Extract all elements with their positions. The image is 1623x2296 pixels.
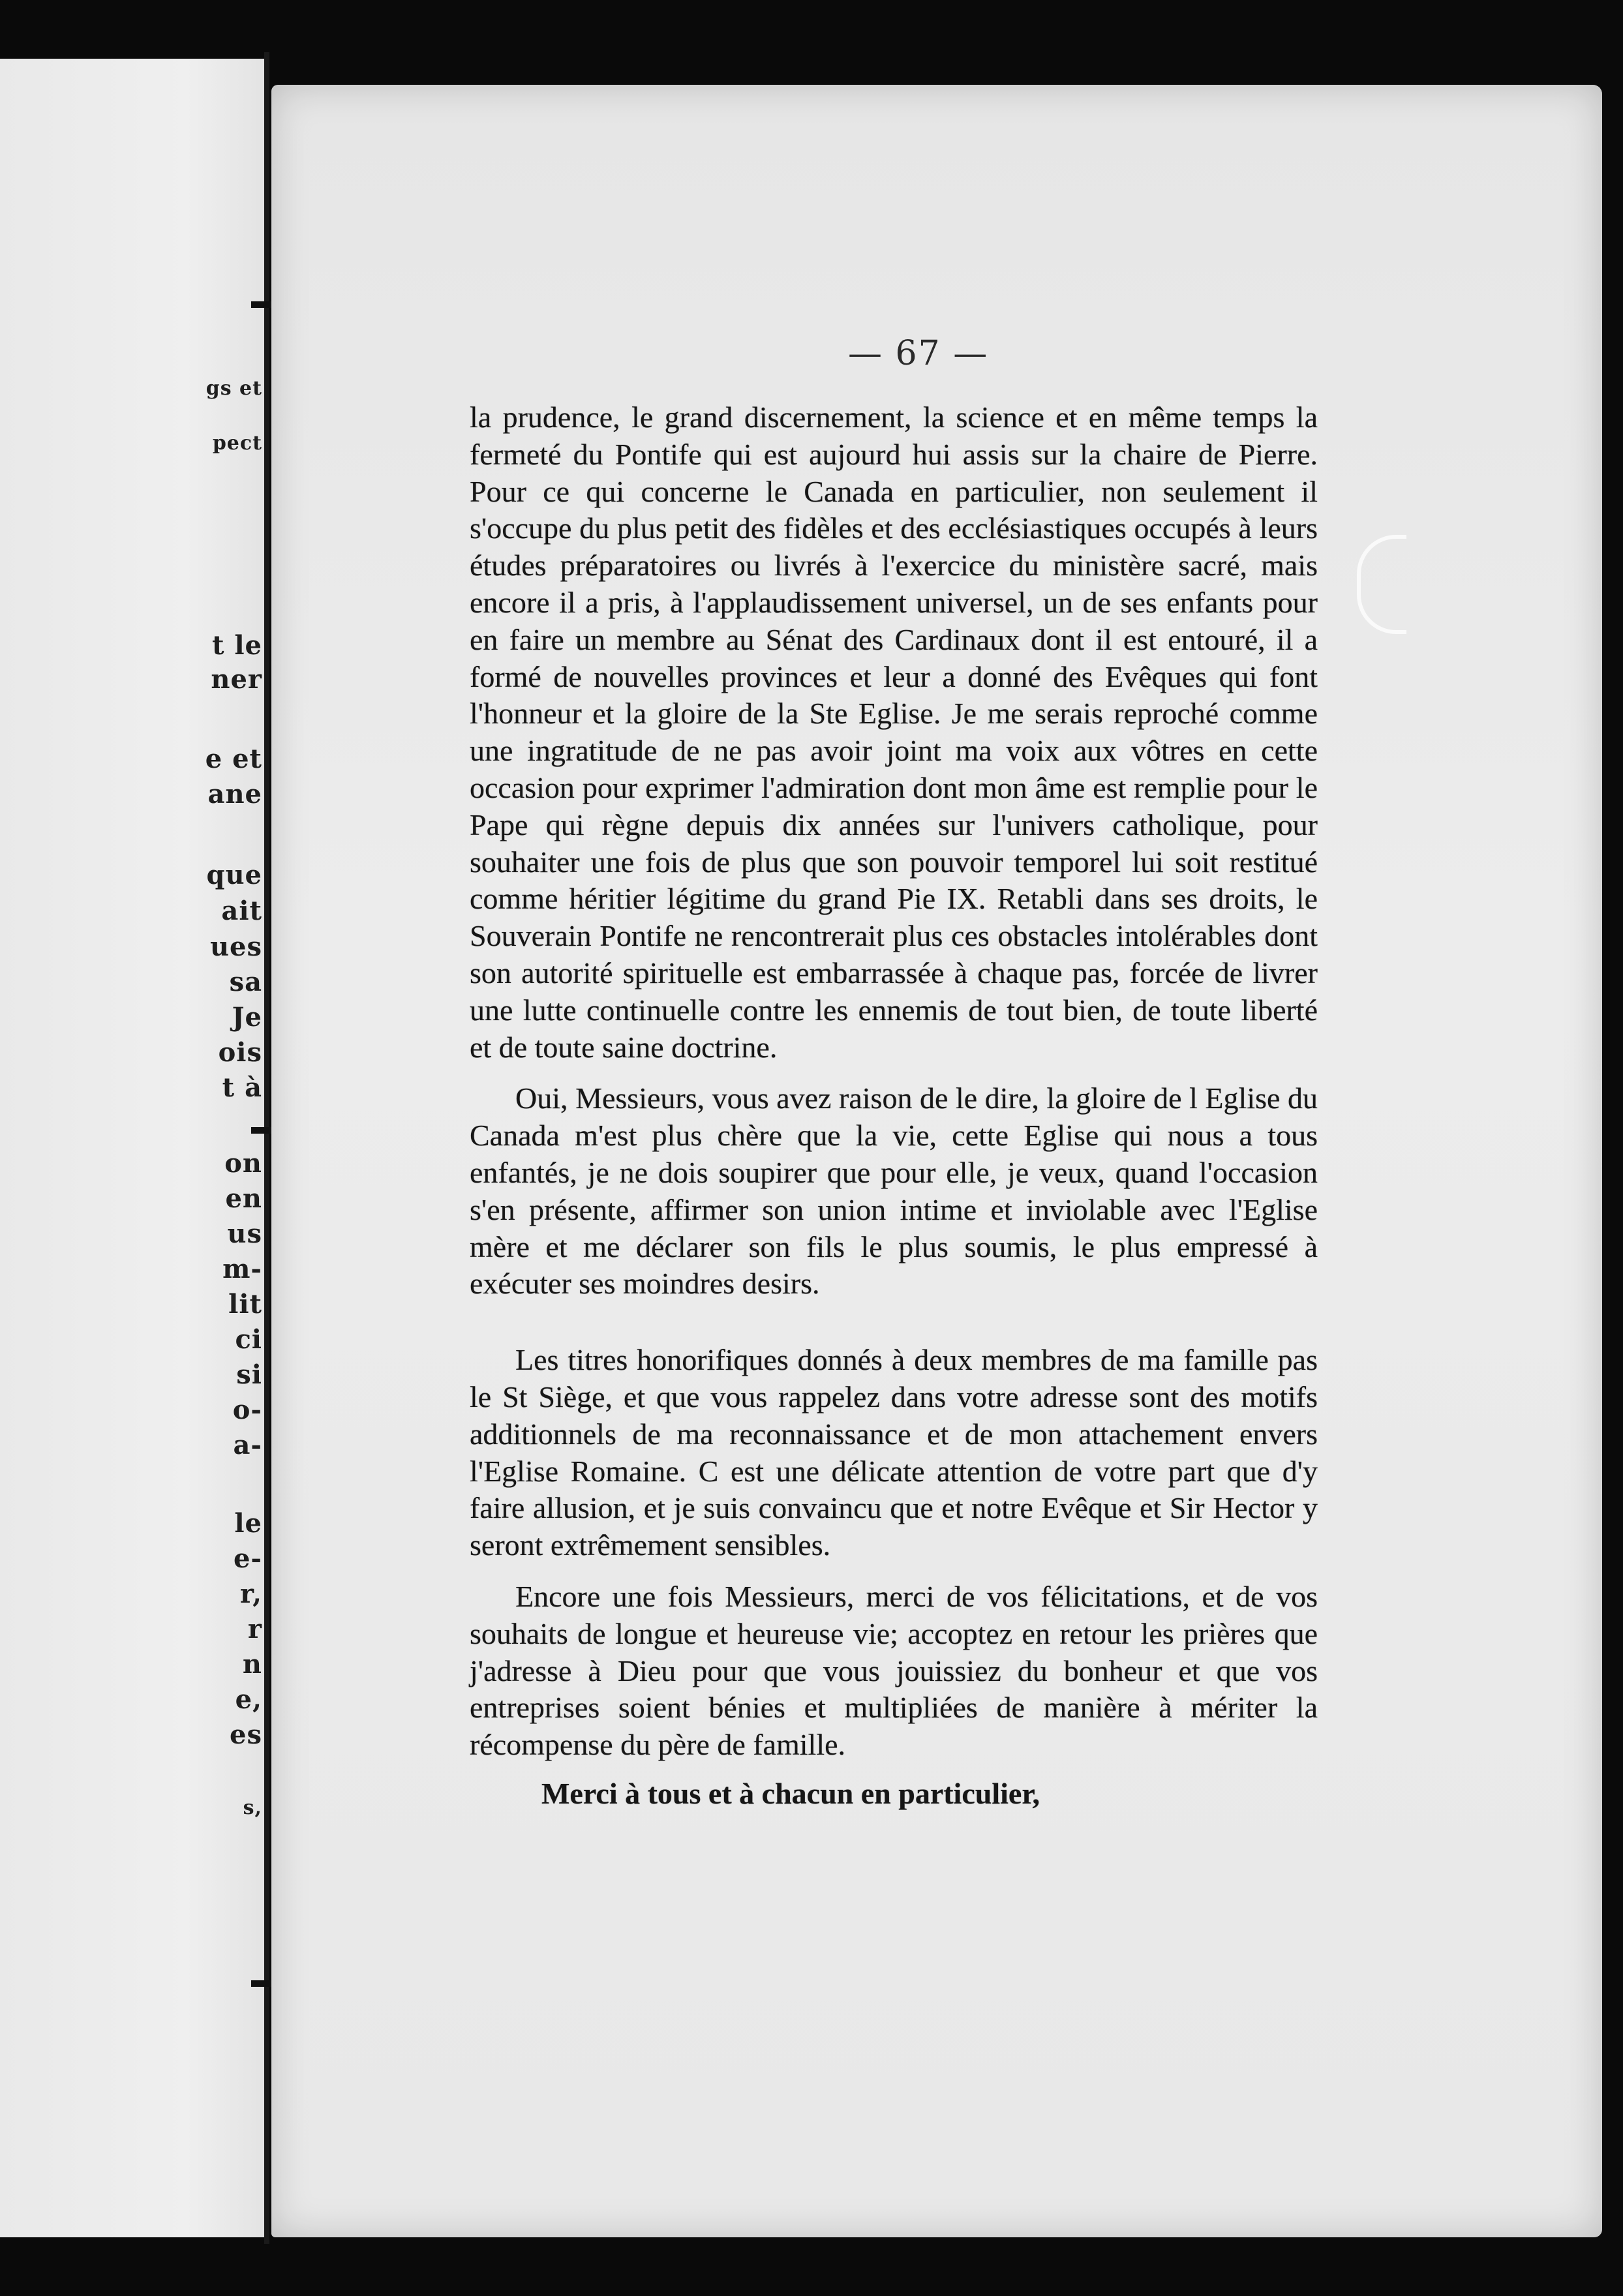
facing-page-fragment: ner xyxy=(211,664,262,695)
facing-page-fragment: e et xyxy=(205,744,262,774)
paragraph: Les titres honorifiques donnés à deux membres de ma famille pas le St Siège, et que vous rappelez dans votre adresse sont des motifs additionnels de ma reconnaissance et de mon attachement envers l'Eglise Romaine. C est une délicate attention de votre part que d'y faire allusion, et je suis convaincu que et notre Evêque et Sir Hector y seront extrêmement sensibles. xyxy=(470,1343,1318,1562)
facing-page-fragment: on xyxy=(224,1148,262,1179)
facing-page-fragment: ane xyxy=(207,779,262,809)
facing-page-fragment: m- xyxy=(222,1254,262,1284)
facing-page-fragment: t à xyxy=(222,1072,262,1103)
binding-gutter xyxy=(264,52,269,2244)
facing-page-fragment: t le xyxy=(211,630,262,661)
facing-page-fragment: que xyxy=(206,860,262,890)
facing-page-fragment: e- xyxy=(233,1543,262,1574)
facing-page-fragment: sa xyxy=(229,967,262,997)
page-body-text xyxy=(470,399,1318,1813)
facing-page-fragment: ois xyxy=(218,1037,262,1068)
page-number: — 67 — xyxy=(848,334,989,373)
facing-page-fragment: le xyxy=(234,1508,262,1539)
facing-page-fragment: o- xyxy=(232,1395,262,1425)
facing-page-fragment: ait xyxy=(221,896,262,926)
facing-page-fragment: pect xyxy=(212,432,262,455)
facing-page-fragment: gs et xyxy=(205,377,262,400)
facing-page-fragment: n xyxy=(242,1649,262,1680)
facing-page-fragment: r, xyxy=(239,1578,262,1609)
facing-page-fragment: Je xyxy=(232,1002,262,1033)
facing-page-fragment: lit xyxy=(228,1289,262,1320)
facing-page-fragment: ues xyxy=(209,931,262,962)
facing-page-fragment: en xyxy=(225,1183,262,1214)
facing-page-fragment: e, xyxy=(235,1684,262,1715)
facing-page-fragment: si xyxy=(236,1359,262,1390)
facing-page-left xyxy=(0,59,267,2237)
paragraph: Oui, Messieurs, vous avez raison de le dire, la gloire de l Eglise du Canada m'est plus chère que la vie, cette Eglise qui nous a tous enfantés, je ne dois soupirer que pour elle, je veux, quand l'occasion s'en présente, affirmer son union intime et inviolable avec l'Eglise mère et me déclarer son fils le plus soumis, le plus empressé à exécuter ses moindres desirs. xyxy=(470,1081,1318,1301)
facing-page-fragment: es xyxy=(230,1719,262,1750)
facing-page-text-fragments xyxy=(189,59,267,2237)
facing-page-fragment: a- xyxy=(233,1430,262,1460)
paragraph: Encore une fois Messieurs, merci de vos félicitations, et de vos souhaits de longue et heureuse vie; accoptez en retour les prières que j'adresse à Dieu pour que vous jouissiez du bonheur et que vos entreprises soient bénies et multipliées de manière à mériter la récompense du père de famille. xyxy=(470,1579,1318,1762)
facing-page-fragment: ci xyxy=(235,1324,262,1355)
facing-page-fragment: s, xyxy=(243,1796,262,1819)
closing-line: Merci à tous et à chacun en particulier, xyxy=(541,1776,1040,1810)
facing-page-fragment: us xyxy=(227,1218,262,1249)
paragraph: la prudence, le grand discernement, la science et en même temps la fermeté du Pontife qui est aujourd hui assis sur la chaire de Pierre. Pour ce qui concerne le Canada en particulier, non seulement il s'occupe du plus petit des fidèles et des ecclésiastiques occupés à leurs études préparatoires ou livrés à l'exercice du ministère sacré, mais encore il a pris, à l'applaudissement universel, un de ses enfants pour en faire un membre au Sénat des Cardinaux dont il est entouré, il a formé de nouvelles provinces et leur a donné des Evêques qui font l'honneur et la gloire de la Ste Eglise. Je me serais reproché comme une ingratitude de ne pas avoir joint ma voix aux vôtres en cette occasion pour exprimer l'admiration dont mon âme est remplie pour le Pape qui règne depuis dix années sur l'univers catholique, pour souhaiter une fois de plus que son pouvoir temporel lui soit restitué comme héritier légitime du grand Pie IX. Retabli dans ses droits, le Souverain Pontife ne rencontrerait plus ces obstacles intolérables dont son autorité spirituelle est embarrassée à chaque pas, forcée de livrer une lutte continuelle contre les ennemis de tout bien, de toute liberté et de toute saine doctrine. xyxy=(470,400,1318,1064)
facing-page-fragment: r xyxy=(247,1614,262,1644)
